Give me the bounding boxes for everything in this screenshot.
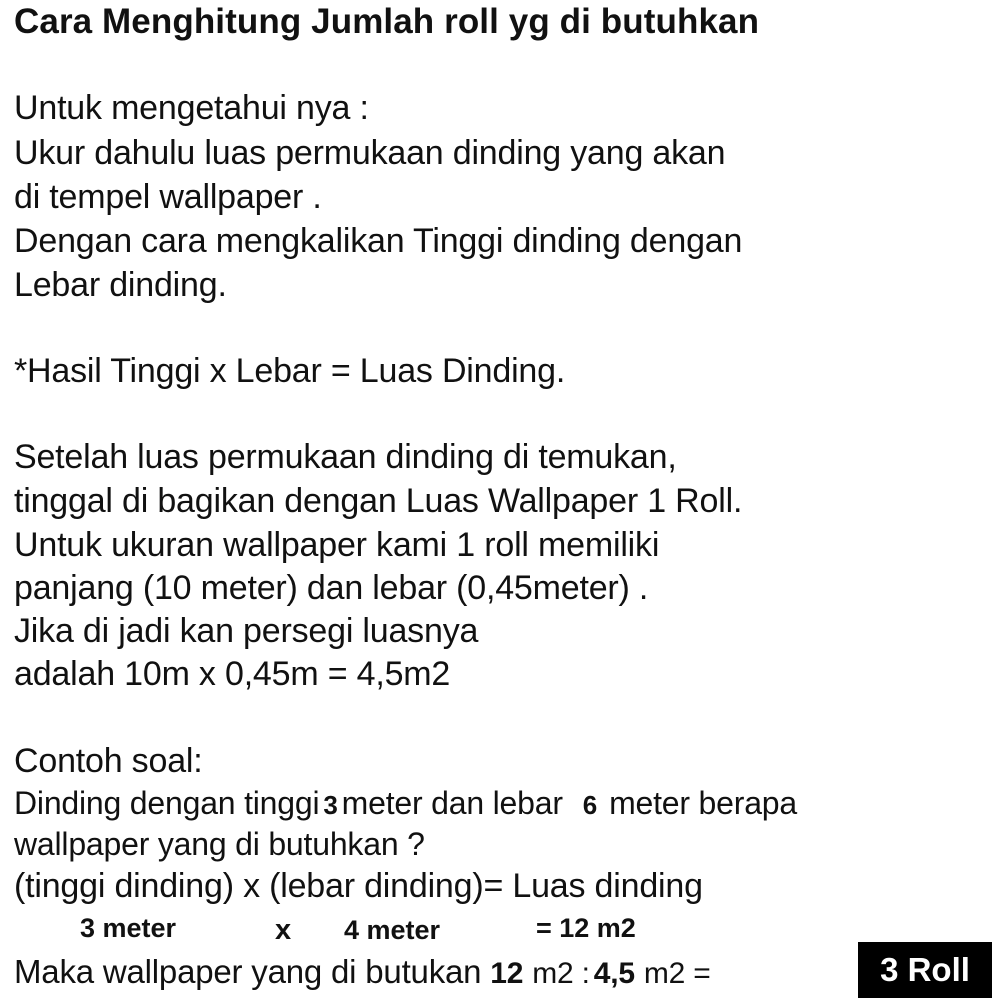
final-area-value: 12 [490,957,524,990]
intro-line-5: Lebar dinding. [14,266,227,304]
calc-result: = 12 m2 [536,913,636,943]
page-title: Cara Menghitung Jumlah roll yg di butuhkan [14,2,760,41]
final-area-unit: m2 : [532,957,590,990]
answer-badge: 3 Roll [858,942,992,998]
final-prefix: Maka wallpaper yang di butukan [14,953,482,990]
example-question-line-1 [14,783,797,825]
intro-line-2: Ukur dahulu luas permukaan dinding yang akan [14,134,726,172]
roll-info-line-4: panjang (10 meter) dan lebar (0,45meter) . [14,569,649,607]
calc-height: 3 meter [80,913,177,943]
example-question-line-2: wallpaper yang di butuhkan ? [14,826,425,862]
calc-width: 4 meter [344,915,441,945]
example-heading: Contoh soal: [14,742,203,780]
final-answer-line [14,952,711,994]
question-prefix: Dinding dengan tinggi [14,785,320,821]
question-height-value: 3 [323,790,338,820]
intro-line-3: di tempel wallpaper . [14,178,322,216]
intro-line-1: Untuk mengetahui nya : [14,89,369,127]
roll-info-line-6: adalah 10m x 0,45m = 4,5m2 [14,655,451,693]
calc-times: x [275,914,292,946]
roll-info-line-1: Setelah luas permukaan dinding di temukan, [14,438,677,476]
final-roll-area-unit: m2 = [643,957,711,990]
roll-info-line-3: Untuk ukuran wallpaper kami 1 roll memiliki [14,526,660,564]
example-formula-line: (tinggi dinding) x (lebar dinding)= Luas dinding [14,867,703,905]
question-width-value: 6 [582,790,598,820]
final-roll-area-value: 4,5 [593,957,635,990]
question-suffix: meter berapa [609,785,797,821]
formula-note: *Hasil Tinggi x Lebar = Luas Dinding. [14,352,566,390]
roll-info-line-2: tinggal di bagikan dengan Luas Wallpaper 1 Roll. [14,482,743,520]
intro-line-4: Dengan cara mengkalikan Tinggi dinding dengan [14,222,743,260]
question-mid: meter dan lebar [341,785,563,821]
roll-info-line-5: Jika di jadi kan persegi luasnya [14,612,479,650]
